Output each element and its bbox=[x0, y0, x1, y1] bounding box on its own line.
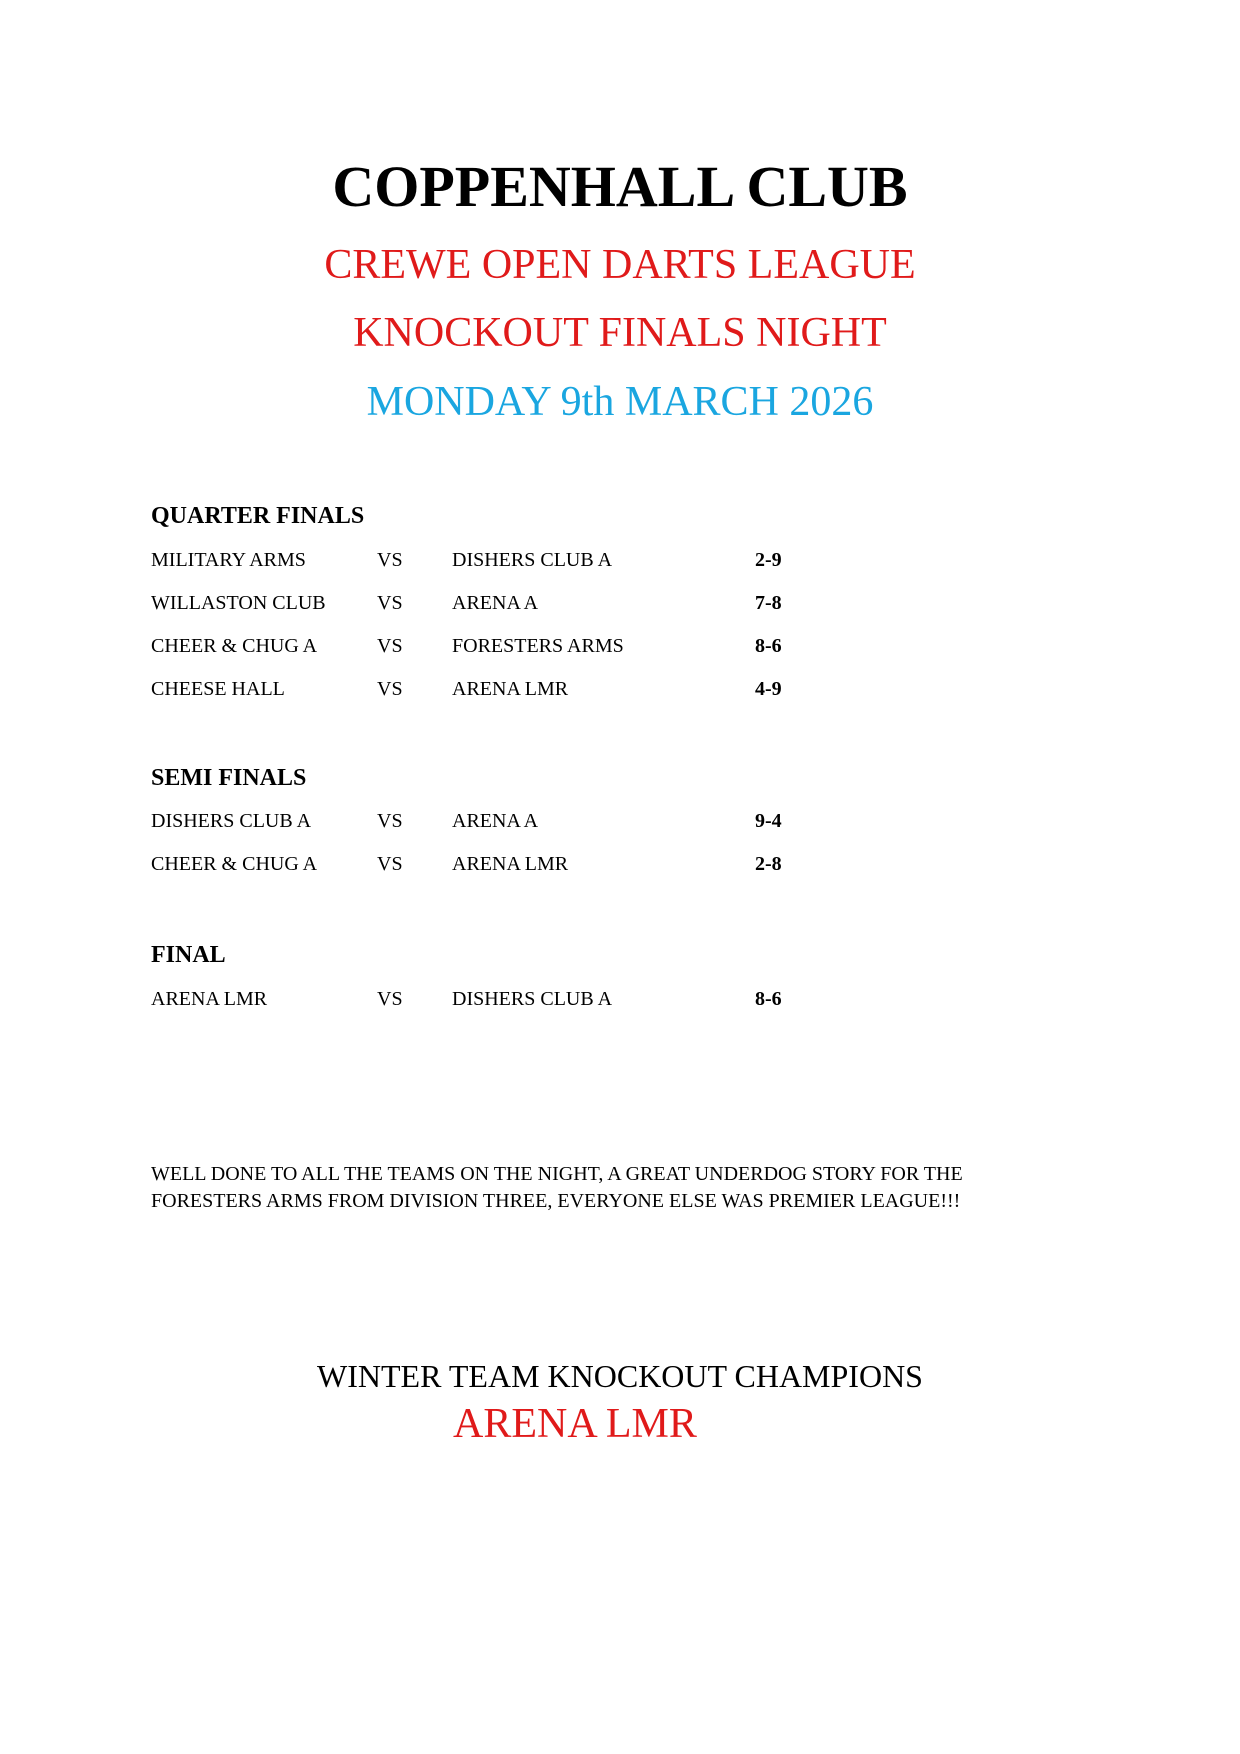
match-row bbox=[0, 675, 1240, 703]
vs-label: VS bbox=[377, 988, 403, 1010]
match-score: 7-8 bbox=[755, 592, 782, 614]
event-date: MONDAY 9th MARCH 2026 bbox=[366, 379, 874, 425]
away-team: DISHERS CLUB A bbox=[452, 988, 613, 1010]
away-team: ARENA LMR bbox=[452, 678, 569, 700]
away-team: DISHERS CLUB A bbox=[452, 549, 613, 571]
match-score: 9-4 bbox=[755, 810, 782, 832]
note-line: WELL DONE TO ALL THE TEAMS ON THE NIGHT, A GREAT UNDERDOG STORY FOR THE bbox=[151, 1163, 963, 1185]
away-team: ARENA A bbox=[452, 810, 539, 832]
vs-label: VS bbox=[377, 853, 403, 875]
match-row bbox=[0, 807, 1240, 835]
quarter-finals-heading: QUARTER FINALS bbox=[151, 503, 365, 529]
match-score: 4-9 bbox=[755, 678, 782, 700]
vs-label: VS bbox=[377, 635, 403, 657]
away-team: ARENA LMR bbox=[452, 853, 569, 875]
vs-label: VS bbox=[377, 592, 403, 614]
match-score: 2-9 bbox=[755, 549, 782, 571]
final-heading: FINAL bbox=[151, 942, 226, 968]
match-score: 2-8 bbox=[755, 853, 782, 875]
home-team: CHEESE HALL bbox=[151, 678, 285, 700]
match-row bbox=[0, 589, 1240, 617]
semi-finals-heading: SEMI FINALS bbox=[151, 765, 307, 791]
match-row bbox=[0, 985, 1240, 1013]
match-row bbox=[0, 850, 1240, 878]
match-row bbox=[0, 546, 1240, 574]
away-team: ARENA A bbox=[452, 592, 539, 614]
home-team: ARENA LMR bbox=[151, 988, 268, 1010]
congratulations-note bbox=[151, 1161, 1051, 1215]
event-title: KNOCKOUT FINALS NIGHT bbox=[353, 310, 887, 356]
home-team: CHEER & CHUG A bbox=[151, 853, 318, 875]
champions-team: ARENA LMR bbox=[453, 1401, 697, 1447]
match-row bbox=[0, 632, 1240, 660]
league-title: CREWE OPEN DARTS LEAGUE bbox=[324, 242, 916, 288]
note-line: FORESTERS ARMS FROM DIVISION THREE, EVERYONE ELSE WAS PREMIER LEAGUE!!! bbox=[151, 1190, 961, 1212]
champions-heading: WINTER TEAM KNOCKOUT CHAMPIONS bbox=[317, 1358, 923, 1394]
vs-label: VS bbox=[377, 549, 403, 571]
vs-label: VS bbox=[377, 678, 403, 700]
club-title: COPPENHALL CLUB bbox=[332, 154, 908, 219]
vs-label: VS bbox=[377, 810, 403, 832]
match-score: 8-6 bbox=[755, 635, 782, 657]
home-team: WILLASTON CLUB bbox=[151, 592, 326, 614]
home-team: CHEER & CHUG A bbox=[151, 635, 318, 657]
away-team: FORESTERS ARMS bbox=[452, 635, 624, 657]
home-team: MILITARY ARMS bbox=[151, 549, 306, 571]
match-score: 8-6 bbox=[755, 988, 782, 1010]
home-team: DISHERS CLUB A bbox=[151, 810, 312, 832]
